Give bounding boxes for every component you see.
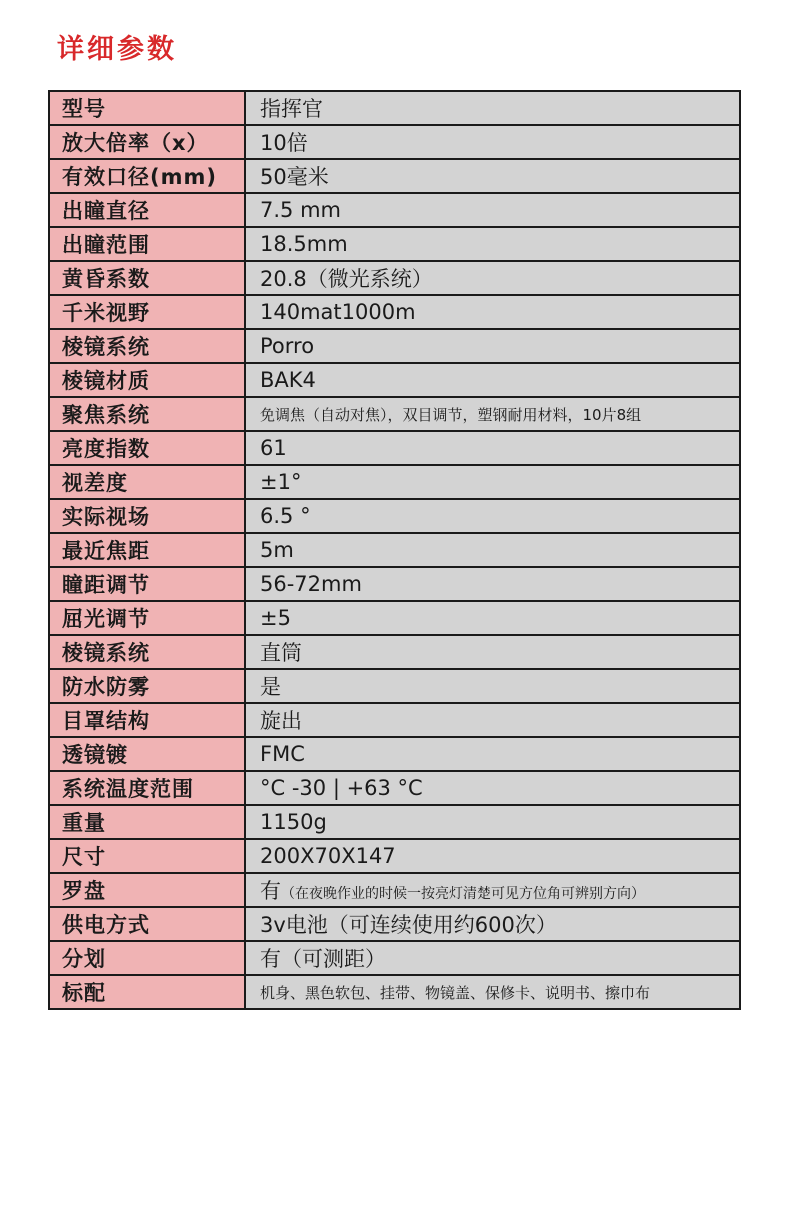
spec-value: 旋出 (245, 703, 740, 737)
spec-label: 瞳距调节 (49, 567, 245, 601)
spec-value: 3v电池（可连续使用约600次） (245, 907, 740, 941)
spec-label: 放大倍率（x） (49, 125, 245, 159)
spec-label: 黄昏系数 (49, 261, 245, 295)
table-row (49, 533, 740, 567)
spec-value: 5m (245, 533, 740, 567)
spec-label: 棱镜系统 (49, 635, 245, 669)
spec-label: 供电方式 (49, 907, 245, 941)
spec-label: 标配 (49, 975, 245, 1009)
spec-label: 实际视场 (49, 499, 245, 533)
spec-value: 有（可测距） (245, 941, 740, 975)
spec-value: BAK4 (245, 363, 740, 397)
table-row (49, 193, 740, 227)
spec-value: 56-72mm (245, 567, 740, 601)
spec-label: 分划 (49, 941, 245, 975)
table-row (49, 669, 740, 703)
spec-label: 视差度 (49, 465, 245, 499)
spec-value: 20.8（微光系统） (245, 261, 740, 295)
spec-value: FMC (245, 737, 740, 771)
table-row (49, 907, 740, 941)
table-row (49, 941, 740, 975)
spec-label: 防水防雾 (49, 669, 245, 703)
spec-label: 透镜镀 (49, 737, 245, 771)
table-row (49, 295, 740, 329)
table-row (49, 397, 740, 431)
spec-label: 千米视野 (49, 295, 245, 329)
spec-value: 200X70X147 (245, 839, 740, 873)
spec-value: Porro (245, 329, 740, 363)
spec-label: 棱镜材质 (49, 363, 245, 397)
spec-value: 10倍 (245, 125, 740, 159)
table-row (49, 261, 740, 295)
spec-label: 最近焦距 (49, 533, 245, 567)
spec-value: 直筒 (245, 635, 740, 669)
spec-value: 机身、黑色软包、挂带、物镜盖、保修卡、说明书、擦巾布 (245, 975, 740, 1009)
spec-label: 重量 (49, 805, 245, 839)
spec-value: ±1° (245, 465, 740, 499)
spec-value: ±5 (245, 601, 740, 635)
table-row (49, 567, 740, 601)
spec-label: 目罩结构 (49, 703, 245, 737)
table-row (49, 601, 740, 635)
spec-value: 指挥官 (245, 91, 740, 125)
spec-label: 棱镜系统 (49, 329, 245, 363)
table-row (49, 805, 740, 839)
table-row (49, 499, 740, 533)
spec-value: 61 (245, 431, 740, 465)
spec-value: 18.5mm (245, 227, 740, 261)
spec-value: 50毫米 (245, 159, 740, 193)
table-row (49, 431, 740, 465)
spec-value: 1150g (245, 805, 740, 839)
table-row (49, 635, 740, 669)
table-row (49, 465, 740, 499)
spec-label: 出瞳范围 (49, 227, 245, 261)
table-row (49, 363, 740, 397)
spec-value: °C -30 | +63 °C (245, 771, 740, 805)
table-row (49, 329, 740, 363)
table-row (49, 125, 740, 159)
spec-table (48, 90, 741, 1010)
spec-label: 有效口径(mm) (49, 159, 245, 193)
spec-value: 免调焦（自动对焦），双目调节，塑钢耐用材料，10片8组 (245, 397, 740, 431)
table-row (49, 737, 740, 771)
spec-label: 出瞳直径 (49, 193, 245, 227)
table-row (49, 703, 740, 737)
spec-value: 6.5 ° (245, 499, 740, 533)
table-row (49, 975, 740, 1009)
spec-label: 亮度指数 (49, 431, 245, 465)
table-row (49, 873, 740, 907)
spec-label: 屈光调节 (49, 601, 245, 635)
table-row (49, 839, 740, 873)
page-title: 详细参数 (57, 34, 177, 65)
table-row (49, 227, 740, 261)
table-row (49, 159, 740, 193)
spec-label: 尺寸 (49, 839, 245, 873)
spec-value-note: （在夜晚作业的时候一按亮灯清楚可见方位角可辨别方向） (281, 886, 645, 902)
spec-label: 系统温度范围 (49, 771, 245, 805)
table-row (49, 91, 740, 125)
spec-label: 型号 (49, 91, 245, 125)
spec-label: 聚焦系统 (49, 397, 245, 431)
spec-value (245, 873, 740, 907)
spec-value: 140mat1000m (245, 295, 740, 329)
spec-value: 是 (245, 669, 740, 703)
table-row (49, 771, 740, 805)
spec-value: 7.5 mm (245, 193, 740, 227)
spec-label: 罗盘 (49, 873, 245, 907)
spec-value-main: 有 (260, 879, 281, 903)
